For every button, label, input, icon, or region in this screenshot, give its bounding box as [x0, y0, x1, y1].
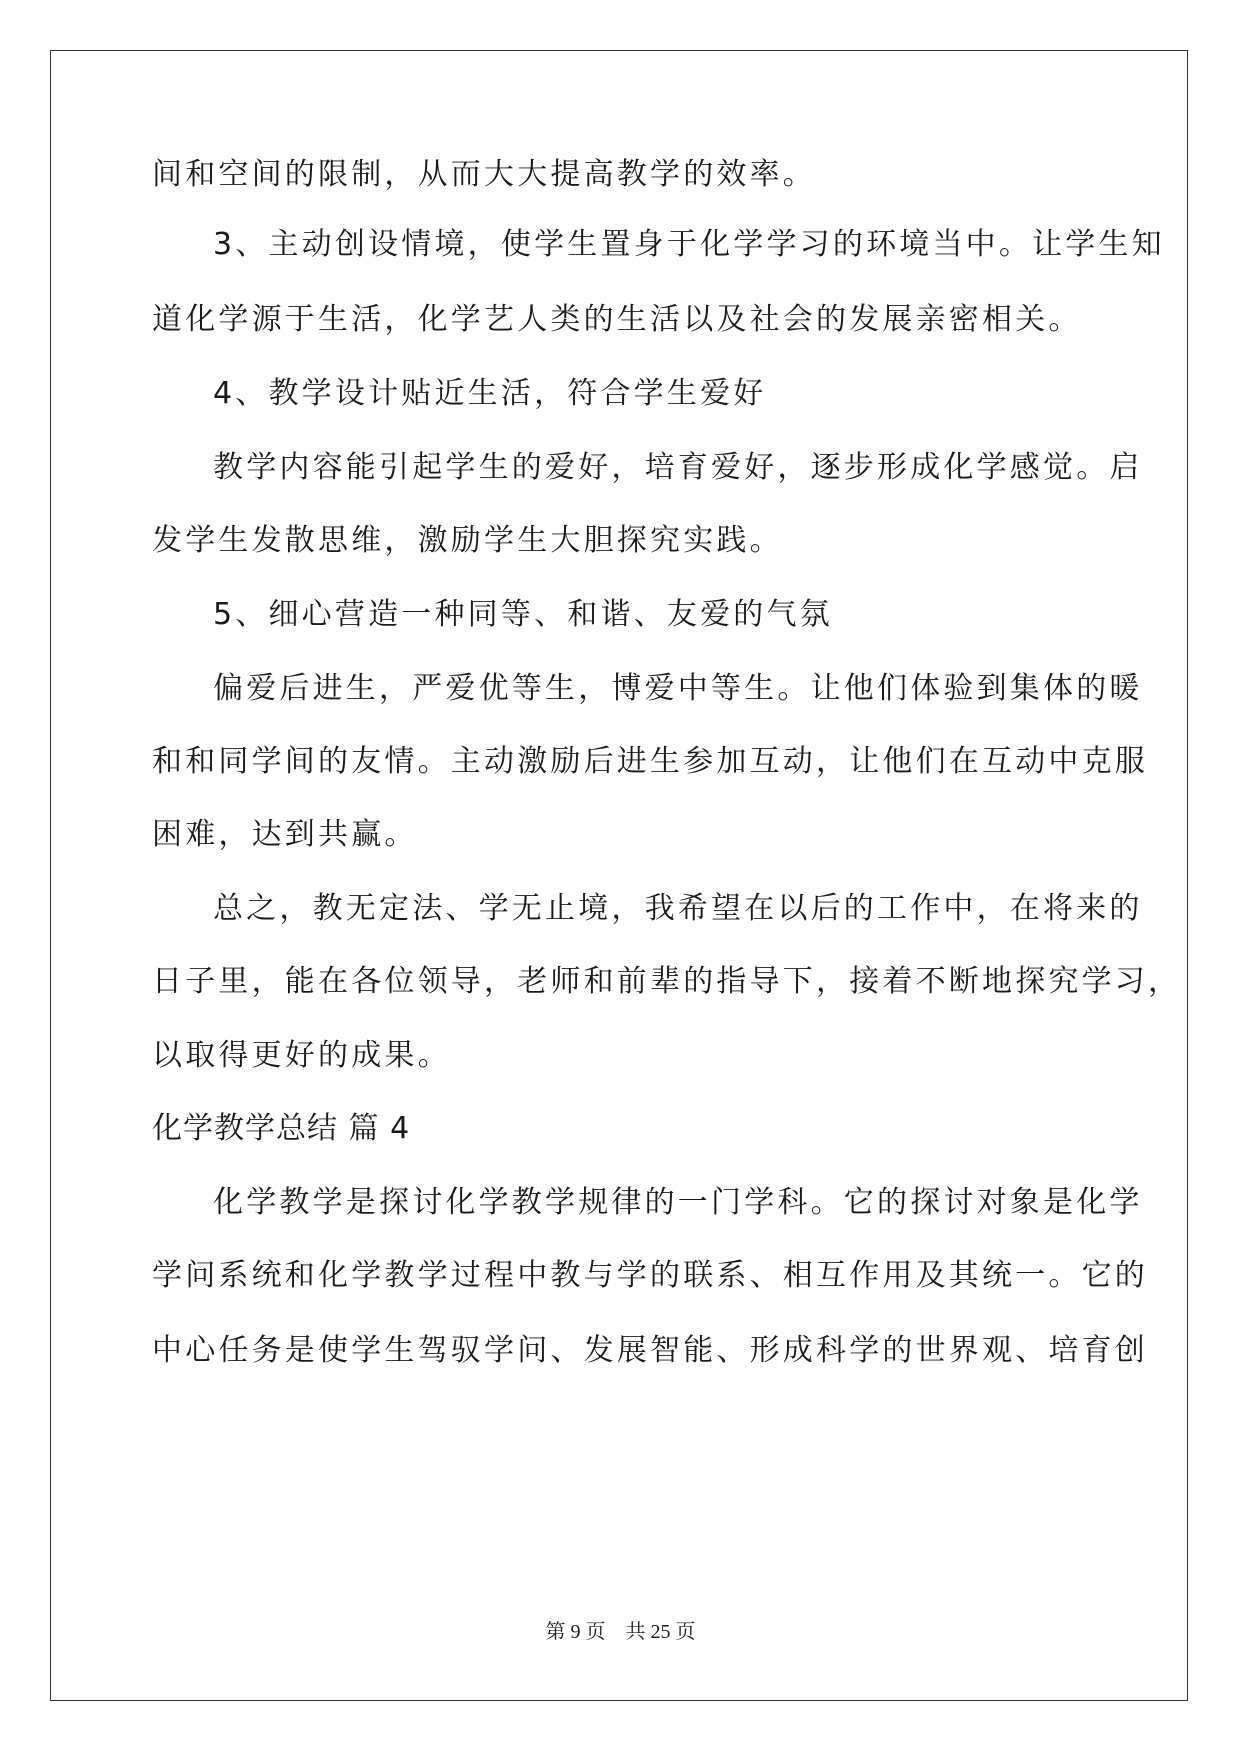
page-footer: [0, 1618, 1241, 1646]
text-line: 日子里，能在各位领导，老师和前辈的指导下，接着不断地探究学习，: [152, 964, 1182, 999]
text-line: 间和空间的限制，从而大大提高教学的效率。: [152, 157, 816, 192]
text-line: 困难，达到共赢。: [152, 817, 418, 852]
paragraph-line: 偏爱后进生，严爱优等生，博爱中等生。让他们体验到集体的暖: [213, 671, 1143, 706]
page-number-total: 共 25 页: [625, 1621, 696, 1643]
list-item-3: 3、主动创设情境，使学生置身于化学学习的环境当中。让学生知: [213, 227, 1165, 262]
text-line: 发学生发散思维，激励学生大胆探究实践。: [152, 523, 783, 558]
paragraph-line: 化学教学是探讨化学教学规律的一门学科。它的探讨对象是化学: [213, 1185, 1143, 1220]
page-number-current: 第 9 页: [545, 1621, 606, 1643]
paragraph-line: 总之，教无定法、学无止境，我希望在以后的工作中，在将来的: [213, 891, 1143, 926]
text-line: 学问系统和化学教学过程中教与学的联系、相互作用及其统一。它的: [152, 1258, 1148, 1293]
list-item-4: 4、教学设计贴近生活，符合学生爱好: [213, 376, 767, 411]
text-line: 和和同学间的友情。主动激励后进生参加互动，让他们在互动中克服: [152, 744, 1148, 779]
text-line: 以取得更好的成果。: [152, 1038, 451, 1073]
section-heading: 化学教学总结 篇 4: [152, 1111, 411, 1146]
paragraph-line: 教学内容能引起学生的爱好，培育爱好，逐步形成化学感觉。启: [213, 450, 1143, 485]
text-line: 中心任务是使学生驾驭学问、发展智能、形成科学的世界观、培育创: [152, 1333, 1148, 1368]
list-item-5: 5、细心营造一种同等、和谐、友爱的气氛: [213, 597, 833, 632]
text-line: 道化学源于生活，化学艺人类的生活以及社会的发展亲密相关。: [152, 302, 1082, 337]
